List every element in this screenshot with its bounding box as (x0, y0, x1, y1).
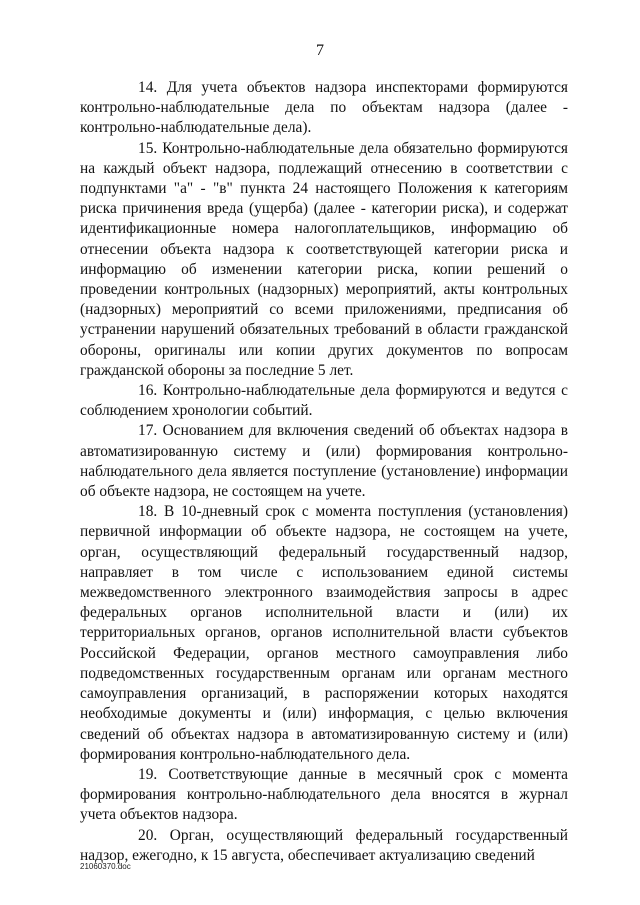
paragraph-17: 17. Основанием для включения сведений об объектах надзора в автоматизированную систему и (или) формирования контрольно-наблюдательного дела является поступление (установление) информации об объекте надзора, не состоящем на учете. (80, 422, 568, 501)
paragraph-19: 19. Соответствующие данные в месячный срок с момента формирования контрольно-наблюдательного дела вносятся в журнал учета объектов надзора. (80, 765, 568, 824)
document-filename-footer: 21060370.doc (80, 862, 131, 871)
paragraph-14: 14. Для учета объектов надзора инспекторами формируются контрольно-наблюдательные дела по объектам надзора (далее - контрольно-наблюдательные дела). (80, 79, 568, 137)
paragraph-15: 15. Контрольно-наблюдательные дела обязательно формируются на каждый объект надзора, подлежащий отнесению в соответствии с подпунктами "а" - "в" пункта 24 настоящего Положения к категориям риска причинения вреда (ущерба) (далее - категории риска), и содержат идентификационные номера налогоплательщиков, информацию об отнесении объекта надзора к соответствующей категории риска и информацию об изменении категории риска, копии решений о проведении контрольных (надзорных) мероприятий, акты контрольных (надзорных) мероприятий со всеми приложениями, предписания об устранении нарушений обязательных требований в области гражданской обороны, оригиналы или копии других документов по вопросам гражданской обороны за последние 5 лет. (80, 139, 568, 379)
page-number: 7 (316, 42, 324, 59)
document-body (80, 78, 568, 866)
paragraph-20: 20. Орган, осуществляющий федеральный государственный надзор, ежегодно, к 15 августа, обеспечивает актуализацию сведений (80, 826, 568, 864)
paragraph-16: 16. Контрольно-наблюдательные дела формируются и ведутся с соблюдением хронологии событий. (80, 382, 568, 420)
paragraph-18: 18. В 10-дневный срок с момента поступления (установления) первичной информации об объекте надзора, не состоящем на учете, орган, осуществляющий федеральный государственный надзор, направляет в том числе с использованием единой системы межведомственного электронного взаимодействия запросы в адрес федеральных органов исполнительной власти и (или) их территориальных органов, органов исполнительной власти субъектов Российской Федерации, органов местного самоуправления либо подведомственных государственным органам или органам местного самоуправления организаций, в распоряжении которых находятся необходимые документы и (или) информация, с целью включения сведений об объектах надзора в автоматизированную систему и (или) формирования контрольно-наблюдательного дела. (80, 503, 568, 763)
